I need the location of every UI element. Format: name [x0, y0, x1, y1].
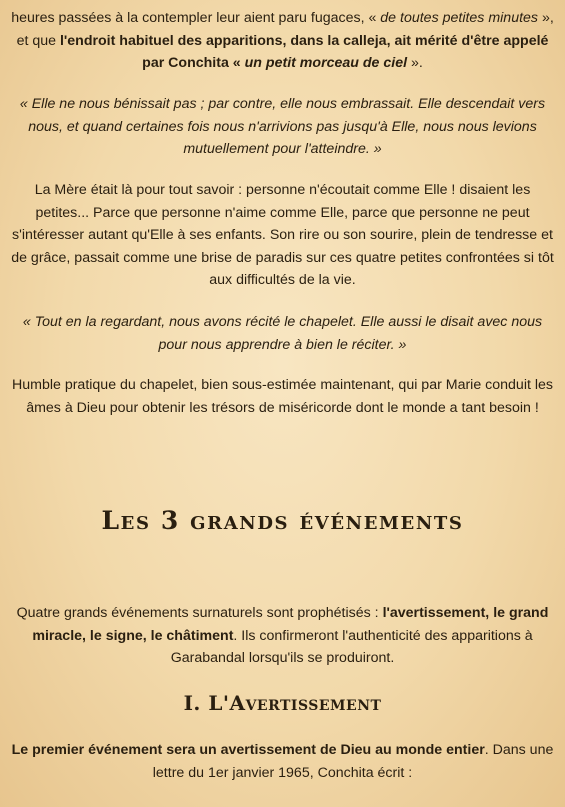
emphasis-text: l'endroit habituel des apparitions, dans la calleja, ait mérité d'être appelé par Conchita « [59, 32, 549, 71]
quoted-phrase-bold: un petit morceau de ciel [240, 55, 411, 71]
emphasis-text: l'avertissement, le grand miracle, le signe, le châtiment [32, 605, 549, 644]
paragraph-text: heures passées à la contempler leur aient paru fugaces, « [11, 10, 377, 26]
quote-embrace: « Elle ne nous bénissait pas ; par contre, elle nous embrassait. Elle descendait vers nous, et quand certaines fois nous n'arrivions pas jusqu'à Elle, nous nous levions mutuellement pour l'atteindre. » [19, 96, 546, 157]
paragraph-chapelet: Humble pratique du chapelet, bien sous-estimée maintenant, qui par Marie conduit les âmes à Dieu pour obtenir les trésors de miséricorde dont le monde a tant besoin ! [11, 377, 553, 416]
quoted-phrase: de toutes petites minutes [376, 10, 542, 26]
quote-rosary: « Tout en la regardant, nous avons récité le chapelet. Elle aussi le disait avec nous pour nous apprendre à bien le réciter. » [22, 314, 543, 353]
paragraph-apparitions [10, 7, 555, 75]
paragraph-text: », et que [16, 10, 554, 49]
paragraph-text: ». [411, 55, 423, 71]
paragraph-text: Quatre grands événements surnaturels sont prophétisés : [16, 605, 383, 621]
paragraph-text: . Ils confirmeront l'authenticité des apparitions à Garabandal lorsqu'ils se produiront. [170, 627, 533, 666]
paragraph-warning [10, 739, 555, 784]
subsection-title: I. L'Avertissement [183, 691, 382, 715]
paragraph-text: . Dans une lettre du 1er janvier 1965, Conchita écrit : [152, 742, 554, 781]
paragraph-mother: La Mère était là pour tout savoir : personne n'écoutait comme Elle ! disaient les petites... Parce que personne n'aime comme Elle, parce que personne ne peut s'intéresser autant qu'Elle à ses enfants. Son rire ou son sourire, plein de tendresse et de grâce, passait comme une brise de paradis sur ces quatre petites confrontées si tôt aux difficultés de la vie. [11, 182, 554, 288]
section-title: Les 3 grands événements [101, 506, 464, 535]
emphasis-text: Le premier événement sera un avertissement de Dieu au monde entier [11, 742, 485, 758]
paragraph-events [10, 602, 555, 670]
